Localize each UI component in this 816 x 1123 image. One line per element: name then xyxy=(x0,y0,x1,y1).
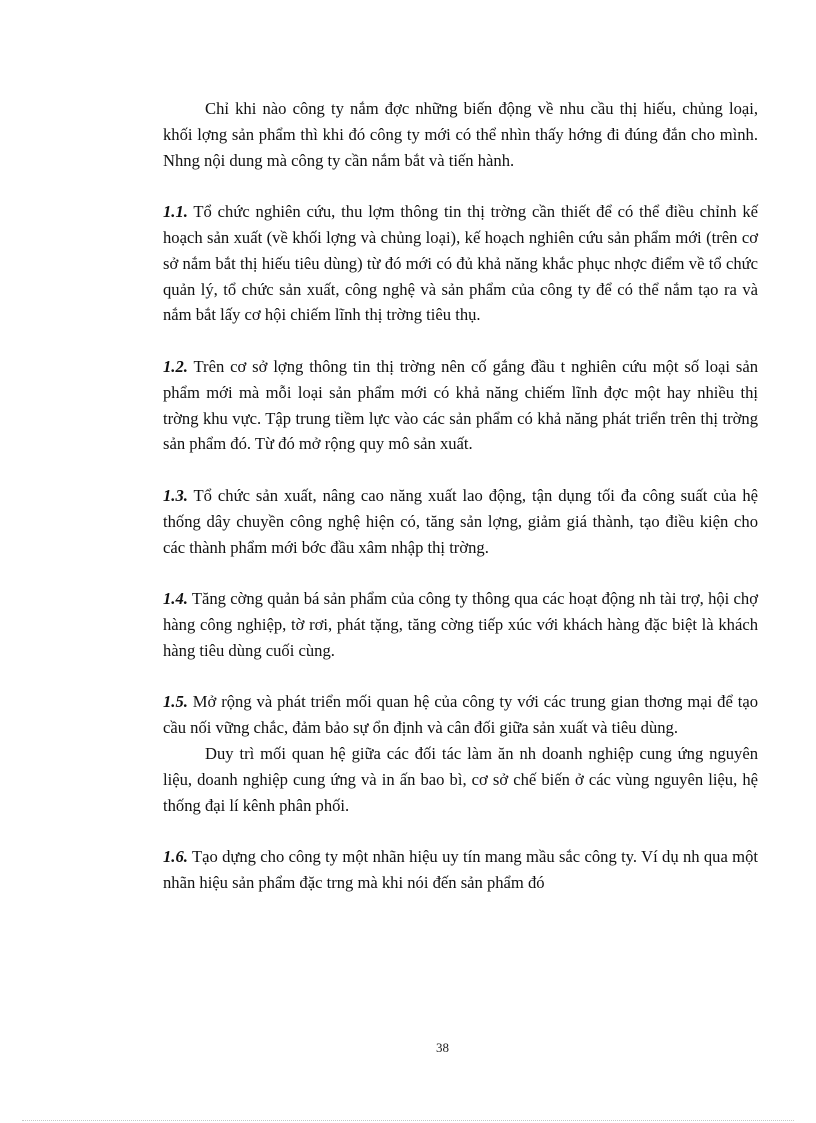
item-number: 1.2. xyxy=(163,356,188,376)
item-text: Tổ chức nghiên cứu, thu lợm thông tin thị trờng cần thiết để có thể điều chỉnh kế hoạch sản xuất (về khối lợng và chủng loại), kế hoạch nghiên cứu sản phẩm mới (trên cơ sở nắm bắt thị hiếu tiêu dùng) từ đó mới có đủ khả năng khắc phục nhợc điểm về tổ chức quản lý, tổ chức sản xuất, công nghệ và sản phẩm của công ty để có thể nắm tạo ra và nắm bắt lấy cơ hội chiếm lĩnh thị trờng tiêu thụ. xyxy=(163,202,758,325)
item-1-4 xyxy=(163,586,758,663)
item-text: Trên cơ sở lợng thông tin thị trờng nên cố gắng đầu t nghiên cứu một số loại sản phẩm mới mà mỗi loại sản phẩm mới có khả năng chiếm lĩnh đợc một hay nhiều thị trờng khu vực. Tập trung tiềm lực vào các sản phẩm có khả năng phát triển trên thị trờng sản phẩm đó. Từ đó mở rộng quy mô sản xuất. xyxy=(163,356,758,454)
footer-divider xyxy=(22,1120,794,1121)
intro-paragraph: Chỉ khi nào công ty nắm đợc những biến động về nhu cầu thị hiếu, chủng loại, khối lợng sản phẩm thì khi đó công ty mới có thể nhìn thấy hớng đi đúng đắn cho mình. Nhng nội dung mà công ty cần nắm bắt và tiến hành. xyxy=(163,99,758,170)
item-1-2 xyxy=(163,354,758,457)
item-text: Tăng cờng quản bá sản phẩm của công ty thông qua các hoạt động nh tài trợ, hội chợ hàng công nghiệp, tờ rơi, phát tặng, tăng cờng tiếp xúc với khách hàng đặc biệt là khách hàng tiêu dùng cuối cùng. xyxy=(163,589,758,660)
continuation-paragraph: Duy trì mối quan hệ giữa các đối tác làm ăn nh doanh nghiệp cung ứng nguyên liệu, doanh nghiệp cung ứng và in ấn bao bì, cơ sở chế biến ở các vùng nguyên liệu, hệ thống đại lí kênh phân phối. xyxy=(163,743,758,815)
item-text: Mở rộng và phát triển mối quan hệ của công ty với các trung gian thơng mại để tạo cầu nối vững chắc, đảm bảo sự ổn định và cân đối giữa sản xuất và tiêu dùng. xyxy=(163,692,758,738)
item-1-6 xyxy=(163,844,758,896)
item-1-1 xyxy=(163,199,758,328)
item-1-3 xyxy=(163,483,758,560)
body-text xyxy=(163,96,758,896)
item-number: 1.4. xyxy=(163,589,188,609)
item-text: Tổ chức sản xuất, nâng cao năng xuất lao động, tận dụng tối đa công suất của hệ thống dây chuyền công nghệ hiện có, tăng sản lợng, giảm giá thành, tạo điều kiện cho các thành phẩm mới bớc đầu xâm nhập thị trờng. xyxy=(163,485,758,557)
item-number: 1.5. xyxy=(163,692,188,712)
page-number: 38 xyxy=(436,1040,449,1055)
item-number: 1.6. xyxy=(163,847,188,867)
item-text: Tạo dựng cho công ty một nhãn hiệu uy tín mang mầu sắc công ty. Ví dụ nh qua một nhãn hiệu sản phẩm đặc trng mà khi nói đến sản phẩm đó xyxy=(163,847,758,892)
item-number: 1.1. xyxy=(163,202,188,222)
item-1-5 xyxy=(163,689,758,741)
item-number: 1.3. xyxy=(163,485,188,505)
